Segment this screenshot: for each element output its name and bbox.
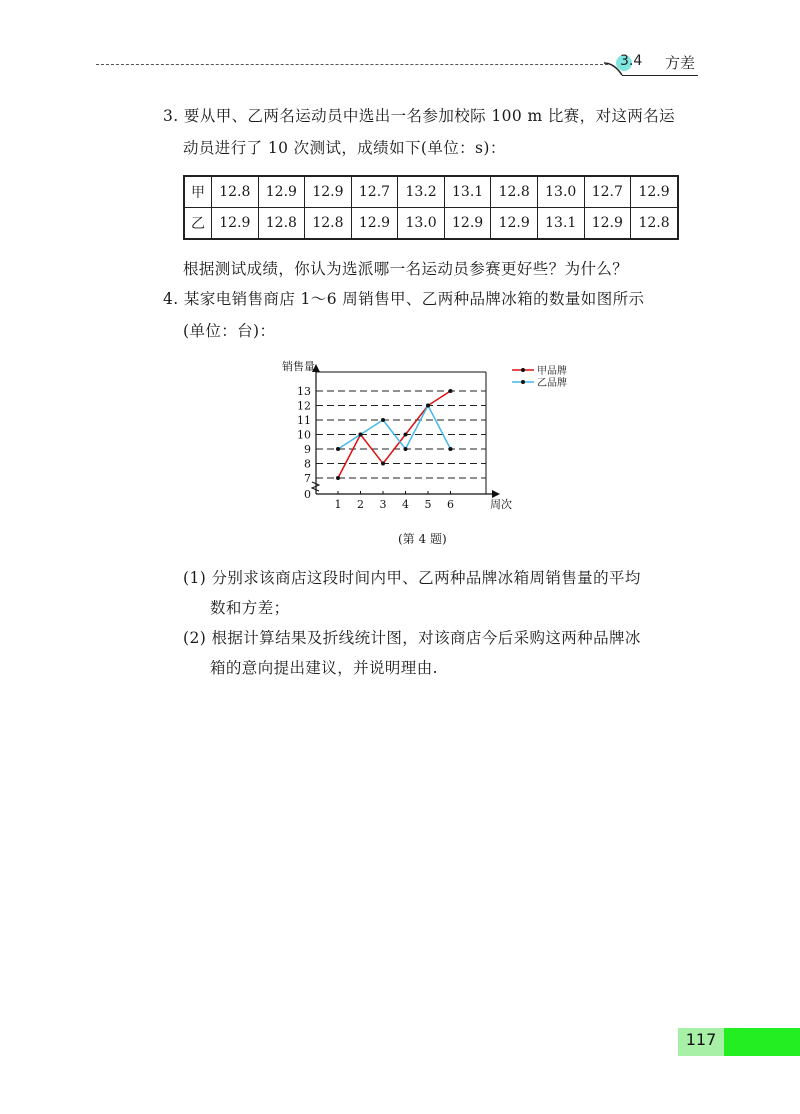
data-point bbox=[404, 447, 408, 451]
x-tick-label: 3 bbox=[379, 498, 387, 511]
table-cell: 12.9 bbox=[351, 208, 398, 240]
y-tick-label: 0 bbox=[304, 488, 311, 501]
x-tick-label: 4 bbox=[402, 498, 409, 511]
table-cell: 12.8 bbox=[491, 176, 538, 208]
table-cell: 12.8 bbox=[258, 208, 305, 240]
x-tick-label: 1 bbox=[334, 498, 342, 511]
data-point bbox=[381, 462, 385, 466]
table-cell: 12.8 bbox=[305, 208, 352, 240]
table-cell: 13.0 bbox=[398, 208, 445, 240]
y-axis-label: 销售量 bbox=[282, 360, 315, 373]
legend-label: 乙品牌 bbox=[537, 378, 567, 389]
table-cell: 12.8 bbox=[212, 176, 259, 208]
problem4-line2: (单位：台)： bbox=[183, 322, 276, 340]
problem3-question: 根据测试成绩，你认为选派哪一名运动员参赛更好些？为什么？ bbox=[183, 260, 629, 278]
section-title: 方差 bbox=[665, 54, 696, 72]
y-tick-label: 12 bbox=[297, 399, 311, 413]
table-cell: 12.9 bbox=[212, 208, 259, 240]
x-axis-label: 周次 bbox=[490, 498, 512, 511]
y-tick-label: 7 bbox=[304, 472, 311, 485]
problem4-line1: 4. 某家电销售商店 1～6 周销售甲、乙两种品牌冰箱的数量如图所示 bbox=[163, 290, 645, 308]
data-point bbox=[336, 476, 340, 480]
table-cell: 13.1 bbox=[537, 208, 584, 240]
data-point bbox=[449, 447, 453, 451]
y-tick-label: 10 bbox=[297, 428, 311, 442]
x-tick-label: 6 bbox=[447, 498, 454, 511]
x-axis-arrow bbox=[492, 490, 500, 498]
row-name: 甲 bbox=[184, 176, 212, 208]
header-solid-rule bbox=[622, 75, 698, 76]
table-cell: 13.2 bbox=[398, 176, 445, 208]
y-tick-label: 11 bbox=[297, 414, 311, 427]
table-cell: 12.9 bbox=[444, 208, 491, 240]
y-tick-label: 13 bbox=[297, 385, 311, 398]
table-cell: 12.9 bbox=[631, 176, 678, 208]
legend-label: 甲品牌 bbox=[537, 366, 567, 377]
table-row bbox=[184, 208, 678, 240]
table-cell: 13.0 bbox=[537, 176, 584, 208]
line-chart bbox=[280, 360, 590, 520]
row-name: 乙 bbox=[184, 208, 212, 240]
subquestion1-line1: (1) 分别求该商店这段时间内甲、乙两种品牌冰箱周销售量的平均 bbox=[183, 569, 641, 587]
data-point bbox=[359, 433, 363, 437]
table-cell: 12.9 bbox=[305, 176, 352, 208]
line-chart-svg bbox=[280, 360, 590, 520]
table-cell: 12.9 bbox=[584, 208, 631, 240]
table-cell: 12.7 bbox=[351, 176, 398, 208]
table-row bbox=[184, 176, 678, 208]
table-cell: 12.7 bbox=[584, 176, 631, 208]
problem3-line1: 3. 要从甲、乙两名运动员中选出一名参加校际 100 m 比赛，对这两名运 bbox=[163, 107, 676, 125]
data-point bbox=[336, 447, 340, 451]
table-cell: 12.9 bbox=[258, 176, 305, 208]
header-dashed-rule bbox=[96, 64, 608, 65]
y-tick-label: 9 bbox=[304, 443, 311, 456]
subquestion1-line2: 数和方差； bbox=[210, 599, 290, 617]
data-point bbox=[426, 404, 430, 408]
x-tick-label: 5 bbox=[424, 498, 432, 511]
legend-marker bbox=[521, 368, 525, 372]
subquestion2-line1: (2) 根据计算结果及折线统计图，对该商店今后采购这两种品牌冰 bbox=[183, 629, 641, 647]
axis-break-mark bbox=[312, 482, 319, 491]
data-point bbox=[381, 418, 385, 422]
data-point bbox=[449, 389, 453, 393]
x-tick-label: 2 bbox=[357, 498, 364, 511]
scores-table bbox=[183, 175, 679, 240]
page-number: 117 bbox=[685, 1030, 717, 1049]
subquestion2-line2: 箱的意向提出建议，并说明理由. bbox=[210, 659, 438, 677]
y-tick-label: 8 bbox=[304, 457, 311, 471]
data-point bbox=[404, 433, 408, 437]
table-cell: 12.8 bbox=[631, 208, 678, 240]
table-cell: 13.1 bbox=[444, 176, 491, 208]
series-line-2 bbox=[338, 406, 451, 450]
section-number: 3.4 bbox=[620, 53, 643, 69]
problem3-line2: 动员进行了 10 次测试，成绩如下(单位：s)： bbox=[183, 139, 506, 157]
legend-marker bbox=[521, 380, 525, 384]
figure-caption: (第 4 题) bbox=[398, 532, 447, 546]
table-cell: 12.9 bbox=[491, 208, 538, 240]
